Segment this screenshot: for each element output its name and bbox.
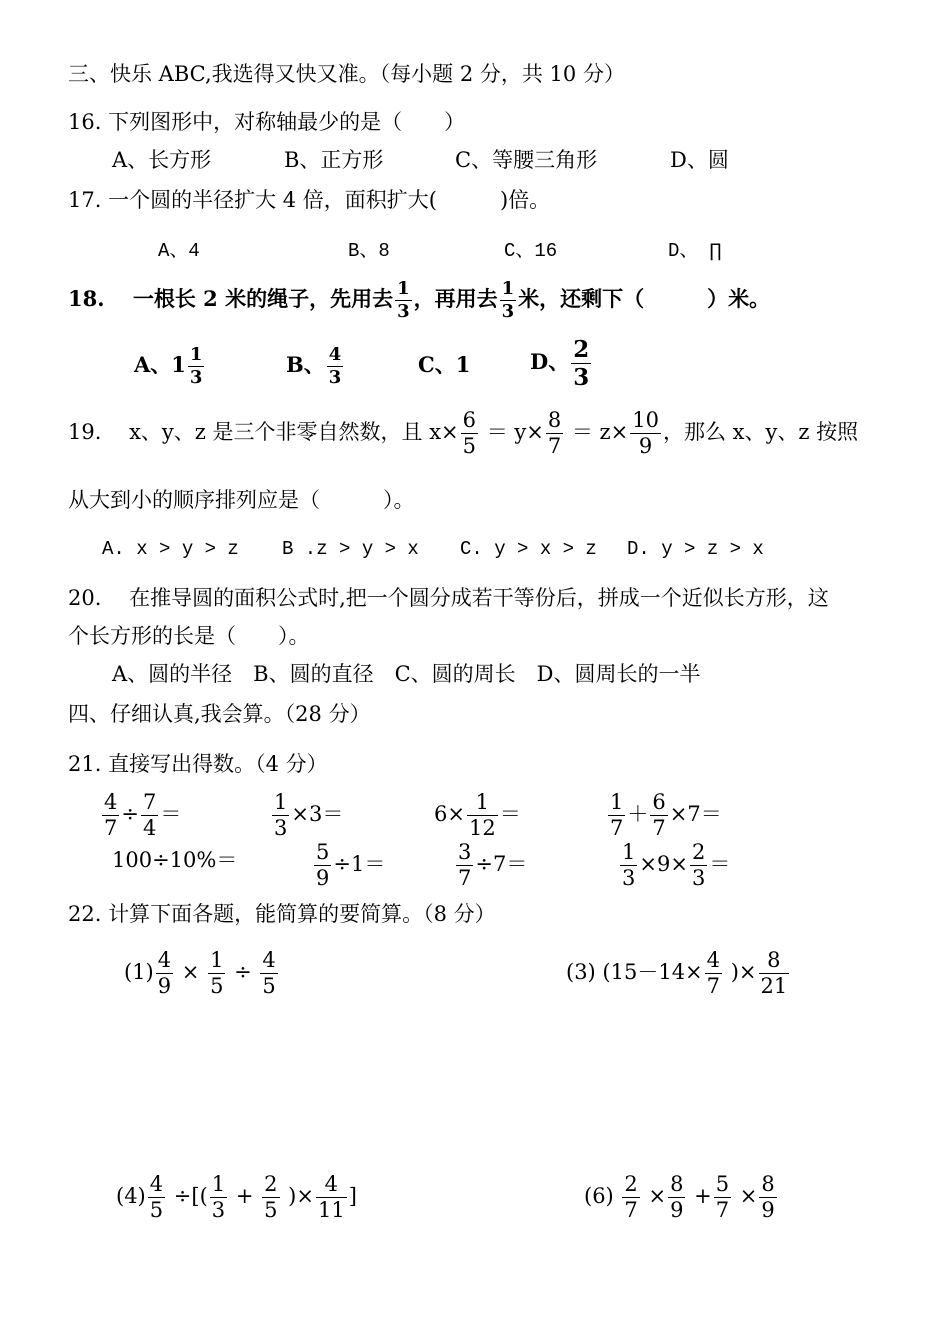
q22-problem-1: (1) $\frac{4}{9}$ × $\frac{1}{5}$ ÷ $\frac{4}{5}$: [124, 948, 276, 998]
fraction: $\frac{4}{7}$: [706, 948, 721, 998]
section-3-title: 三、快乐 ABC,我选得又快又准。（每小题 2 分，共 10 分）: [68, 62, 625, 86]
q18-option-c: C、1: [418, 352, 471, 377]
q17-option-b: B、8: [348, 240, 390, 262]
q18-option-b: B、 $\frac{4}{3}$: [286, 344, 342, 388]
fraction: $\frac{8}{21}$: [760, 948, 788, 998]
q21-expr-3: 6× $\frac{1}{12}$ ＝: [434, 790, 521, 840]
fraction: $\frac{1}{3}$: [211, 1172, 226, 1222]
q21-expr-4: $\frac{1}{7}$ ＋ $\frac{6}{7}$ ×7＝: [610, 790, 722, 840]
q21-expr-5: 100÷10%＝: [112, 848, 238, 872]
q19-option-d: D. y > z > x: [627, 538, 764, 560]
q17-option-a: A、4: [158, 240, 200, 262]
q21-expr-6: $\frac{5}{9}$ ÷1＝: [316, 840, 386, 890]
fraction: $\frac{10}{9}$: [632, 408, 659, 458]
fraction: $\frac{6}{7}$: [652, 790, 666, 840]
fraction: $\frac{1}{5}$: [210, 948, 224, 998]
fraction: $\frac{5}{9}$: [316, 840, 330, 890]
fraction: $\frac{2}{5}$: [264, 1172, 278, 1222]
fraction: $\frac{1}{12}$: [468, 790, 496, 840]
fraction: $\frac{3}{7}$: [458, 840, 472, 890]
fraction: $\frac{7}{4}$: [142, 790, 157, 840]
q22-problem-3: (3) (15－14× $\frac{4}{7}$ )× $\frac{8}{21}$: [566, 948, 788, 998]
fraction: $\frac{1}{7}$: [610, 790, 624, 840]
fraction: $\frac{4}{5}$: [149, 1172, 164, 1222]
q16-option-d: D、圆: [670, 148, 729, 172]
q19-option-b: B .z > y > x: [282, 538, 419, 560]
fraction: $\frac{1}{3}$: [622, 840, 636, 890]
fraction: $\frac{8}{9}$: [761, 1172, 775, 1222]
fraction: $\frac{4}{7}$: [104, 790, 118, 840]
fraction: $\frac{1}{3}$: [397, 278, 410, 322]
fraction: $\frac{8}{7}$: [547, 408, 562, 458]
fraction: $\frac{4}{5}$: [262, 948, 276, 998]
q16-option-b: B、正方形: [284, 148, 384, 172]
question-20-line1: 20. 在推导圆的面积公式时,把一个圆分成若干等份后，拼成一个近似长方形，这: [68, 586, 829, 610]
fraction: $\frac{6}{5}$: [462, 408, 477, 458]
question-19-line2: 从大到小的顺序排列应是（ ）。: [68, 488, 415, 512]
fraction: $\frac{1}{3}$: [274, 790, 288, 840]
q20-options: A、圆的半径 B、圆的直径 C、圆的周长 D、圆周长的一半: [112, 662, 701, 686]
fraction: $\frac{2}{3}$: [691, 840, 706, 890]
q21-expr-1: $\frac{4}{7}$ ÷ $\frac{7}{4}$ ＝: [104, 790, 182, 840]
section-4-title: 四、仔细认真,我会算。（28 分）: [68, 702, 371, 726]
q19-option-c: C. y > x > z: [460, 538, 597, 560]
fraction: $\frac{2}{3}$: [573, 336, 590, 391]
q17-option-d: D、 ∏: [668, 240, 722, 262]
q16-option-a: A、长方形: [112, 148, 212, 172]
q22-problem-6: (6) $\frac{2}{7}$ × $\frac{8}{9}$ + $\frac{5}{7}$ × $\frac{8}{9}$: [584, 1172, 775, 1222]
question-20-line2: 个长方形的长是（ ）。: [68, 624, 310, 648]
question-22-stem: 22. 计算下面各题，能简算的要简算。（8 分）: [68, 902, 496, 926]
fraction: $\frac{5}{7}$: [715, 1172, 730, 1222]
fraction: $\frac{1}{3}$: [501, 278, 515, 322]
question-21-stem: 21. 直接写出得数。（4 分）: [68, 752, 328, 776]
fraction: $\frac{1}{3}$: [189, 344, 203, 388]
question-18-stem: 18. 一根长 2 米的绳子，先用去 $\frac{1}{3}$ ，再用去 $\frac{1}{3}$ 米，还剩下（ ）米。: [68, 278, 771, 322]
question-17-stem: 17. 一个圆的半径扩大 4 倍，面积扩大( )倍。: [68, 188, 551, 212]
q18-option-d: D、 $\frac{2}{3}$: [530, 336, 590, 391]
question-16-stem: 16. 下列图形中，对称轴最少的是（ ）: [68, 110, 466, 134]
fraction: $\frac{8}{9}$: [670, 1172, 684, 1222]
fraction: $\frac{4}{3}$: [328, 344, 342, 388]
q17-option-c: C、16: [504, 240, 558, 262]
fraction: $\frac{2}{7}$: [624, 1172, 638, 1222]
q19-option-a: A. x > y > z: [102, 538, 239, 560]
question-19-stem: 19. x、y、z 是三个非零自然数，且 x× $\frac{6}{5}$ ＝ y× $\frac{8}{7}$ ＝ z× $\frac{10}{9}$ ，那么 x、y、z 按照: [68, 408, 859, 458]
q21-expr-7: $\frac{3}{7}$ ÷7＝: [458, 840, 528, 890]
fraction: $\frac{4}{11}$: [317, 1172, 345, 1222]
q16-option-c: C、等腰三角形: [455, 148, 598, 172]
q21-expr-8: $\frac{1}{3}$ ×9× $\frac{2}{3}$ ＝: [622, 840, 731, 890]
q21-expr-2: $\frac{1}{3}$ ×3＝: [274, 790, 344, 840]
q22-problem-4: (4) $\frac{4}{5}$ ÷[( $\frac{1}{3}$ + $\frac{2}{5}$ )× $\frac{4}{11}$ ]: [116, 1172, 357, 1222]
fraction: $\frac{4}{9}$: [157, 948, 172, 998]
q18-option-a: A、1 $\frac{1}{3}$: [134, 344, 203, 388]
